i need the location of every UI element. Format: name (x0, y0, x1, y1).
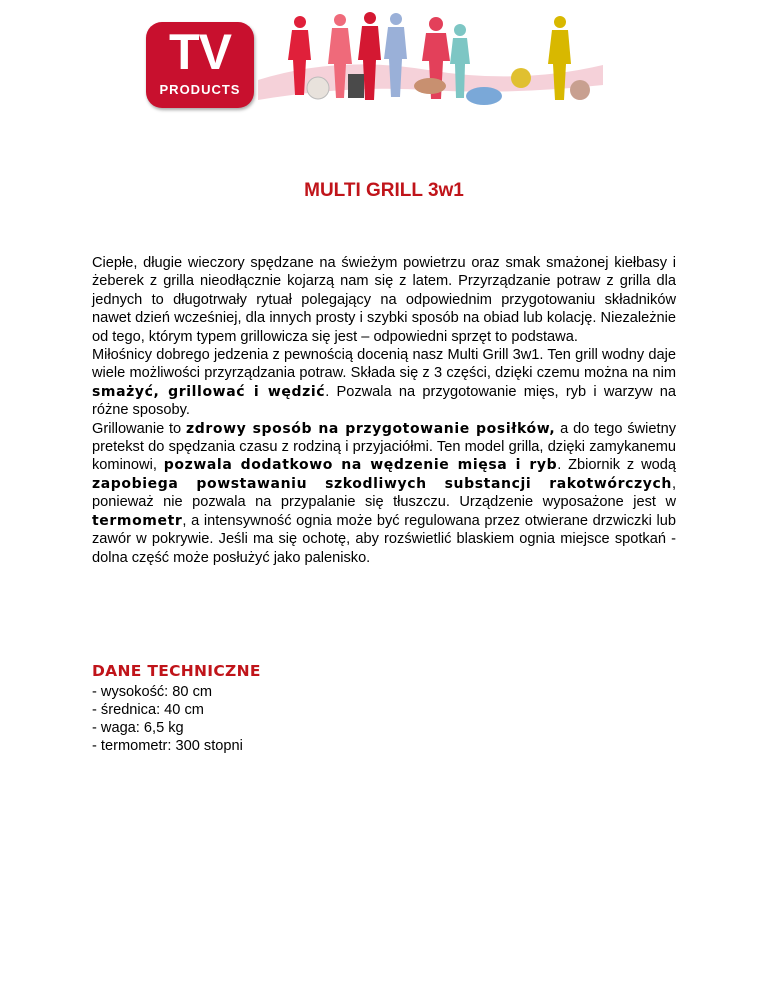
text-run: Miłośnicy dobrego jedzenia z pewnością docenią nasz Multi Grill 3w1. Ten grill wodny daje wiele możliwości przyrządzania potraw. Składa się z 3 części, dzięki czemu można na nim (92, 347, 676, 382)
paragraph-features (92, 346, 676, 420)
highlight-text: termometr (92, 512, 183, 529)
text-run: a do tego świetny pretekst do spędzania czasu z rodziną i przyjaciółmi. Ten model grilla, dzięki zamykanemu kominowi, (92, 420, 677, 474)
technical-data-section (92, 662, 676, 755)
product-thumbnail (307, 77, 329, 99)
page-title: MULTI GRILL 3w1 (304, 180, 464, 201)
product-thumbnail (511, 68, 531, 88)
logo-sub-text: PRODUCTS (159, 82, 241, 97)
highlight-text: pozwala dodatkowo na wędzenie mięsa i ryb (163, 457, 558, 474)
text-run: . Zbiornik z wodą (557, 457, 677, 474)
text-run: Grillowanie to (92, 420, 186, 437)
list-item: - termometr: 300 stopni (92, 738, 243, 754)
description-body (92, 254, 676, 567)
paragraph-benefits (92, 420, 676, 567)
paragraph-intro: Ciepłe, długie wieczory spędzane na świeżym powietrzu oraz smak smażonej kiełbasy i żeberek z grilla nieodłącznie kojarzą nam się z latem. Przyrządzanie potraw z grilla dla jednych to długotrwały rytuał polegający na odpowiednim przygotowaniu składników nawet dzień wcześniej, dla innych prosty i szybki sposób na obiad lub kolację. Niezależnie od tego, którym typem grillowicza się jest – odpowiedni sprzęt to podstawa. (92, 255, 676, 345)
tv-products-logo (146, 22, 254, 108)
product-thumbnail (348, 74, 364, 98)
product-thumbnail (414, 78, 446, 94)
text-run: . Pozwala na przygotowanie mięs, ryb i warzyw na różne sposoby. (92, 383, 676, 419)
header-people-illustration (258, 10, 603, 110)
highlight-text: smażyć, grillować i wędzić (92, 383, 326, 400)
logo-main-text: TV (169, 24, 231, 80)
text-run: , a intensywność ognia może być regulowana przez otwierane drzwiczki lub zawór w pokrywie. Jeśli ma się ochotę, aby rozświetlić blaskiem ognia miejsce spotkań - dolna część może posłużyć jako palenisko. (92, 512, 676, 566)
highlight-text: zapobiega powstawaniu szkodliwych substancji rakotwórczych (92, 475, 672, 492)
text-run: , ponieważ nie pozwala na przypalanie się tłuszczu. Urządzenie wyposażone jest w (92, 475, 676, 511)
list-item: - średnica: 40 cm (92, 702, 204, 718)
product-thumbnail (570, 80, 590, 100)
product-thumbnail (466, 87, 502, 105)
highlight-text: zdrowy sposób na przygotowanie posiłków, (186, 420, 556, 437)
technical-data-heading: DANE TECHNICZNE (92, 662, 261, 680)
list-item: - waga: 6,5 kg (92, 720, 184, 736)
technical-data-list (92, 683, 676, 755)
list-item: - wysokość: 80 cm (92, 684, 213, 700)
